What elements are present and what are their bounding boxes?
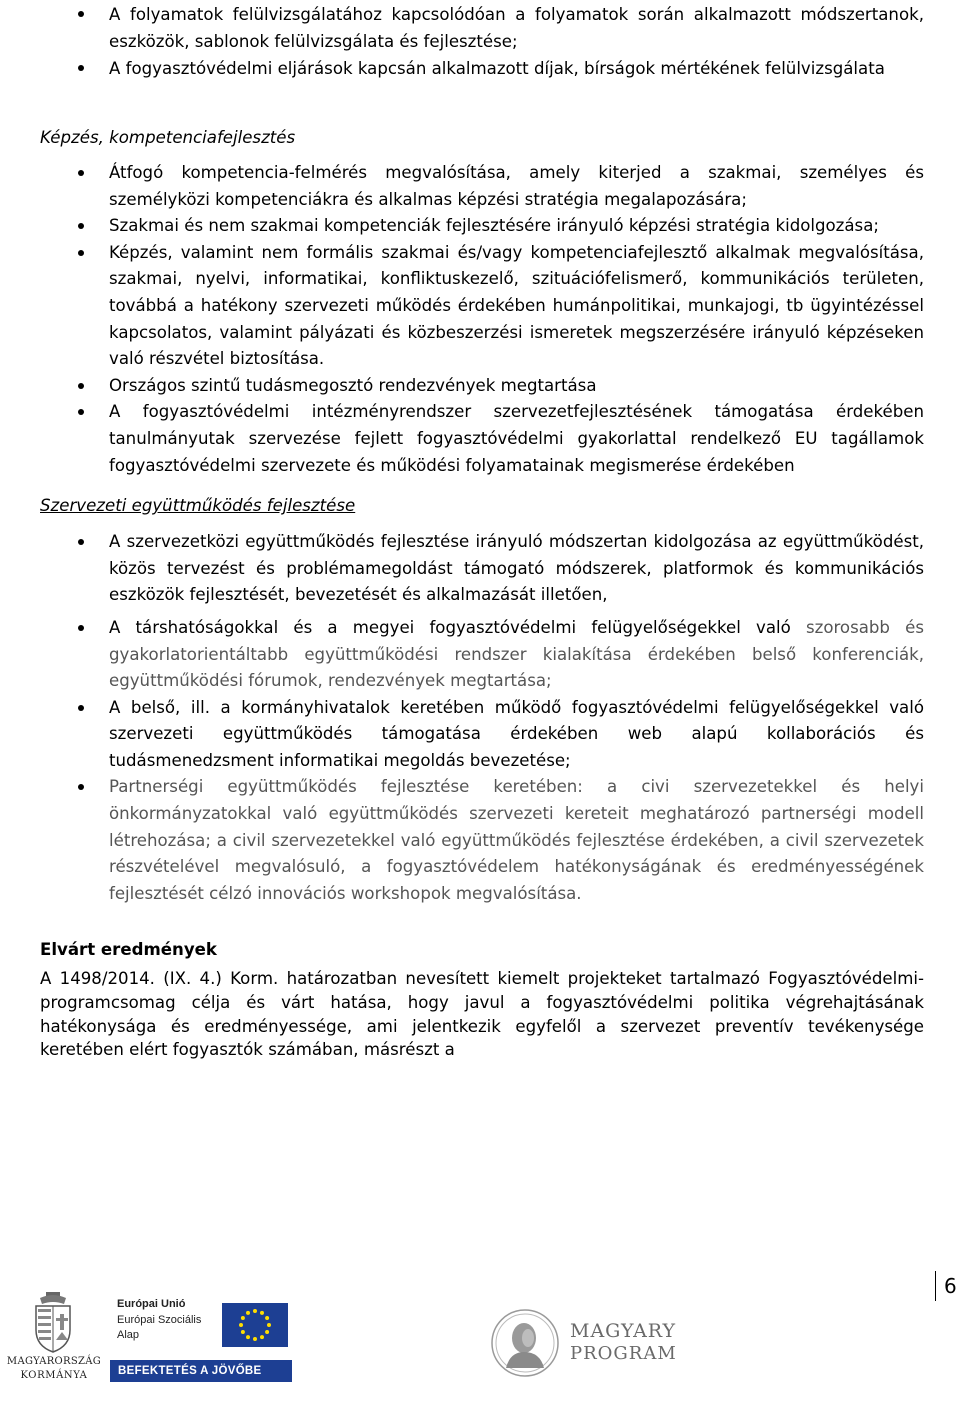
list-item: A fogyasztóvédelmi intézményrendszer szervezetfejlesztésének támogatása érdekében tanulmányutak szervezése fejlett fogyasztóvédelmi gyakorlattal rendelkező EU tagállamok fogyasztóvédelmi szervezete és működési folyamatainak megismerése érdekében (40, 399, 924, 479)
list-item: Partnerségi együttműködés fejlesztése keretében: a civi szervezetekkel és helyi önkormányzatokkal való együttműködés szervezeti kereteit meghatározó partnerségi modell létrehozása; a civil szervezetekkel való együttműködés fejlesztése érdekében, a civil szervezetek részvételével megvalósuló, a fogyasztóvédelem hatékonyságának és eredményességének fejlesztését célzó innovációs workshopok megvalósítása. (40, 774, 924, 907)
egyuttmukodes-list (40, 529, 924, 907)
results-paragraph: A 1498/2014. (IX. 4.) Korm. határozatban nevesített kiemelt projekteket tartalmazó Fogyasztóvédelmi-programcsomag célja és várt hatása, hogy javul a fogyasztóvédelmi politika végrehajtásának hatékonysága és eredményessége, ami jelentkezik egyfelől a szervezet preventív tevékenysége keretében elért fogyasztók számában, másrészt a (40, 969, 924, 1060)
list-item: Országos szintű tudásmegosztó rendezvények megtartása (40, 373, 924, 400)
coat-of-arms-icon (30, 1292, 76, 1354)
magyary-program-logo (490, 1300, 690, 1380)
eu-name: Európai Unió (117, 1298, 186, 1310)
results-heading: Elvárt eredmények (40, 940, 217, 960)
list-item: Képzés, valamint nem formális szakmai és/vagy kompetenciafejlesztő alkalmak megvalósítása, szakmai, nyelvi, informatikai, konfliktuskezelő, szituációfelismerő, kommunikációs területen, továbbá a hatékony szervezeti működés érdekében humánpolitikai, munkajogi, tb ügyintézéssel kapcsolatos, valamint pályázati és közbeszerzési ismeretek megszerzésére irányuló képzéseken való részvétel biztosítása. (40, 240, 924, 373)
section-title-egyuttmukodes: Szervezeti együttműködés fejlesztése (40, 496, 356, 516)
section-title-kepzes: Képzés, kompetenciafejlesztés (40, 128, 296, 147)
document-body (40, 0, 924, 1062)
esf-name-line2: Alap (117, 1329, 140, 1341)
kepzes-list (40, 160, 924, 479)
list-item-text-gray: szorosabb és gyakorlatorientáltabb együttműködési rendszer kialakítása érdekében belső konferenciák, együttműködési fórumok, rendezvények megtartása; (109, 617, 924, 691)
eu-flag-icon (222, 1303, 288, 1347)
gov-name-line2: KORMÁNYA (20, 1370, 88, 1381)
hungary-government-logo (4, 1290, 104, 1400)
investment-banner: BEFEKTETÉS A JÖVŐBE (110, 1360, 292, 1382)
list-item-text: A társhatóságokkal és a megyei fogyasztóvédelmi felügyelőségekkel való (109, 617, 806, 637)
esf-name-line1: Európai Szociális (117, 1314, 202, 1326)
page-number: 6 (935, 1271, 957, 1301)
portrait-icon (490, 1308, 560, 1378)
magyary-line2: PROGRAM (570, 1343, 677, 1364)
list-item: Szakmai és nem szakmai kompetenciák fejlesztésére irányuló képzési stratégia kidolgozása; (40, 213, 924, 240)
magyary-line1: MAGYARY (570, 1320, 677, 1342)
list-item: A folyamatok felülvizsgálatához kapcsolódóan a folyamatok során alkalmazott módszertanok, eszközök, sablonok felülvizsgálata és fejlesztése; (40, 1, 924, 55)
list-item: A fogyasztóvédelmi eljárások kapcsán alkalmazott díjak, bírságok mértékének felülvizsgálata (40, 55, 924, 82)
list-item (40, 615, 924, 695)
list-item: Átfogó kompetencia-felmérés megvalósítása, amely kiterjed a szakmai, személyes és személyközi kompetenciákra és alkalmas képzési stratégia megalapozására; (40, 160, 924, 213)
list-item: A szervezetközi együttműködés fejlesztése irányuló módszertan kidolgozása az együttműködést, közös tervezést és problémamegoldást támogató módszerek, platformok és kommunikációs eszközök fejlesztését, bevezetését és alkalmazását illetően, (40, 529, 924, 609)
gov-name-line1: MAGYARORSZÁG (6, 1356, 102, 1367)
list-item: A belső, ill. a kormányhivatalok keretében működő fogyasztóvédelmi felügyelőségekkel való szervezeti együttműködés támogatása érdekében web alapú kollaborációs és tudásmenedzsment informatikai megoldás bevezetése; (40, 695, 924, 775)
intro-list (40, 1, 924, 82)
